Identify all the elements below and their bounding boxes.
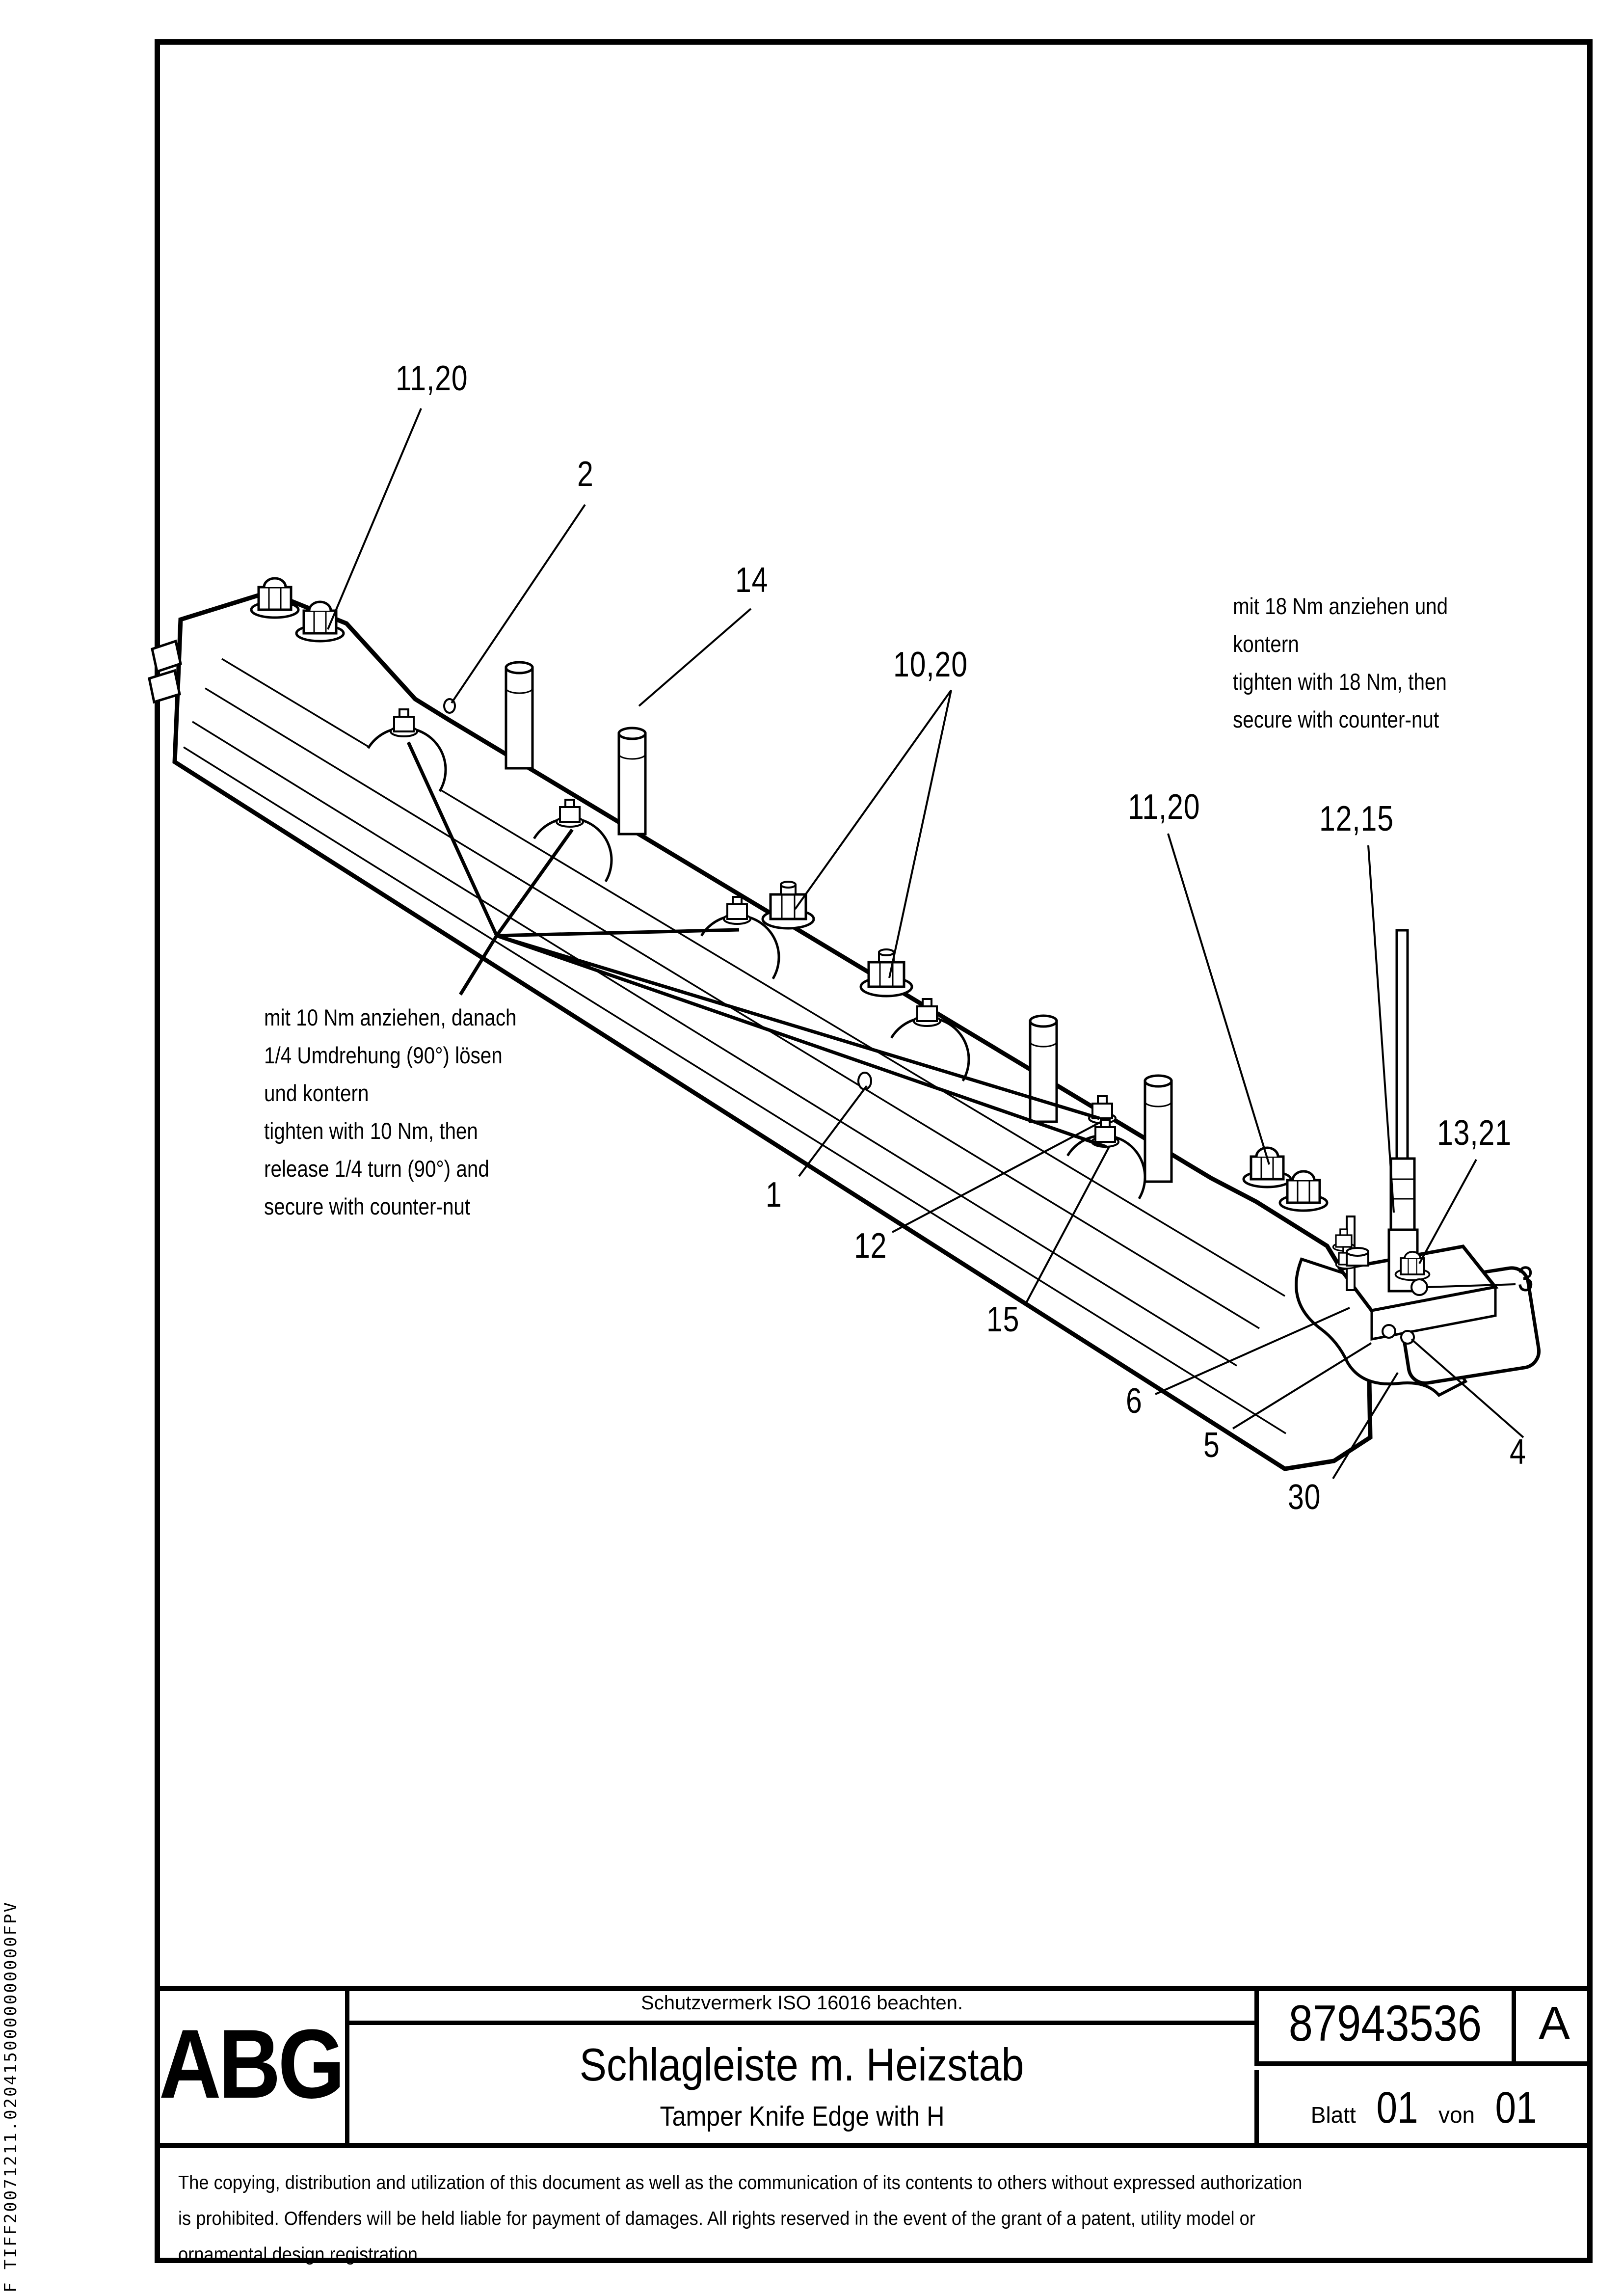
part-label-1: 1 [766,1175,782,1215]
legal-line-3: ornamental design registration. [178,2244,423,2265]
part-label-10-20: 10,20 [893,645,968,684]
part-label-6: 6 [1126,1381,1143,1421]
brand-logo-text: ABG [159,2009,343,2119]
legal-notice [155,2143,1593,2263]
torque10-line: und kontern [264,1080,369,1106]
part-label-4: 4 [1510,1432,1526,1472]
part-label-15: 15 [986,1300,1020,1339]
drawing-title-english: Tamper Knife Edge with H [660,2100,944,2132]
part-label-12: 12 [854,1226,887,1266]
sheet-label: Blatt [1310,2102,1356,2128]
torque10-line: mit 10 Nm anziehen, danach [264,1004,517,1030]
part-label-11-20-right: 11,20 [1128,787,1200,827]
sheet-number: 01 [1376,2083,1418,2133]
document-number: 87943536 [1288,1995,1482,2052]
sheet-of-label: von [1438,2102,1475,2128]
title-block-divider [345,1986,349,2143]
heating-rod-assembly [1296,930,1541,1395]
document-number-cell [1254,1986,1512,2066]
part-label-2: 2 [577,455,594,494]
brand-logo [155,1986,347,2143]
sheet-total: 01 [1495,2083,1537,2133]
part-label-11-20-left: 11,20 [396,359,468,398]
torque18-line: tighten with 18 Nm, then [1233,669,1447,695]
part-label-5: 5 [1203,1426,1220,1465]
part-label-3: 3 [1517,1260,1534,1299]
part-label-14: 14 [735,561,769,600]
legal-line-1: The copying, distribution and utilization of this document as well as the communication of its contents to others without expressed authorization [178,2172,1303,2193]
legal-line-2: is prohibited. Offenders will be held liable for payment of damages. All rights reserved in the event of the grant of a patent, utility model or [178,2208,1255,2229]
title-block [155,1986,1593,2263]
drawing-title-german: Schlagleiste m. Heizstab [580,2038,1024,2090]
torque10-line: 1/4 Umdrehung (90°) lösen [264,1042,503,1068]
part-label-13-21: 13,21 [1437,1113,1512,1153]
torque-note-18nm [1233,587,1448,738]
heating-rod [1397,930,1408,1159]
torque10-line: secure with counter-nut [264,1193,471,1219]
torque18-line: secure with counter-nut [1233,706,1439,732]
torque10-line: tighten with 10 Nm, then [264,1118,478,1144]
torque-note-10nm [264,999,517,1225]
drawing-title-cell [349,2027,1254,2143]
sheet-cell [1254,2070,1593,2143]
revision-cell: A [1512,1986,1593,2066]
part-label-12-15: 12,15 [1319,799,1394,838]
torque18-line: kontern [1233,631,1299,657]
torque10-line: release 1/4 turn (90°) and [264,1156,489,1182]
part-label-30: 30 [1288,1478,1321,1517]
torque18-line: mit 18 Nm anziehen und [1233,593,1448,619]
protection-notice: Schutzvermerk ISO 16016 beachten. [349,1986,1254,2025]
film-code: F TIFF20071211.0204150000000000FPV [1,1901,21,2293]
